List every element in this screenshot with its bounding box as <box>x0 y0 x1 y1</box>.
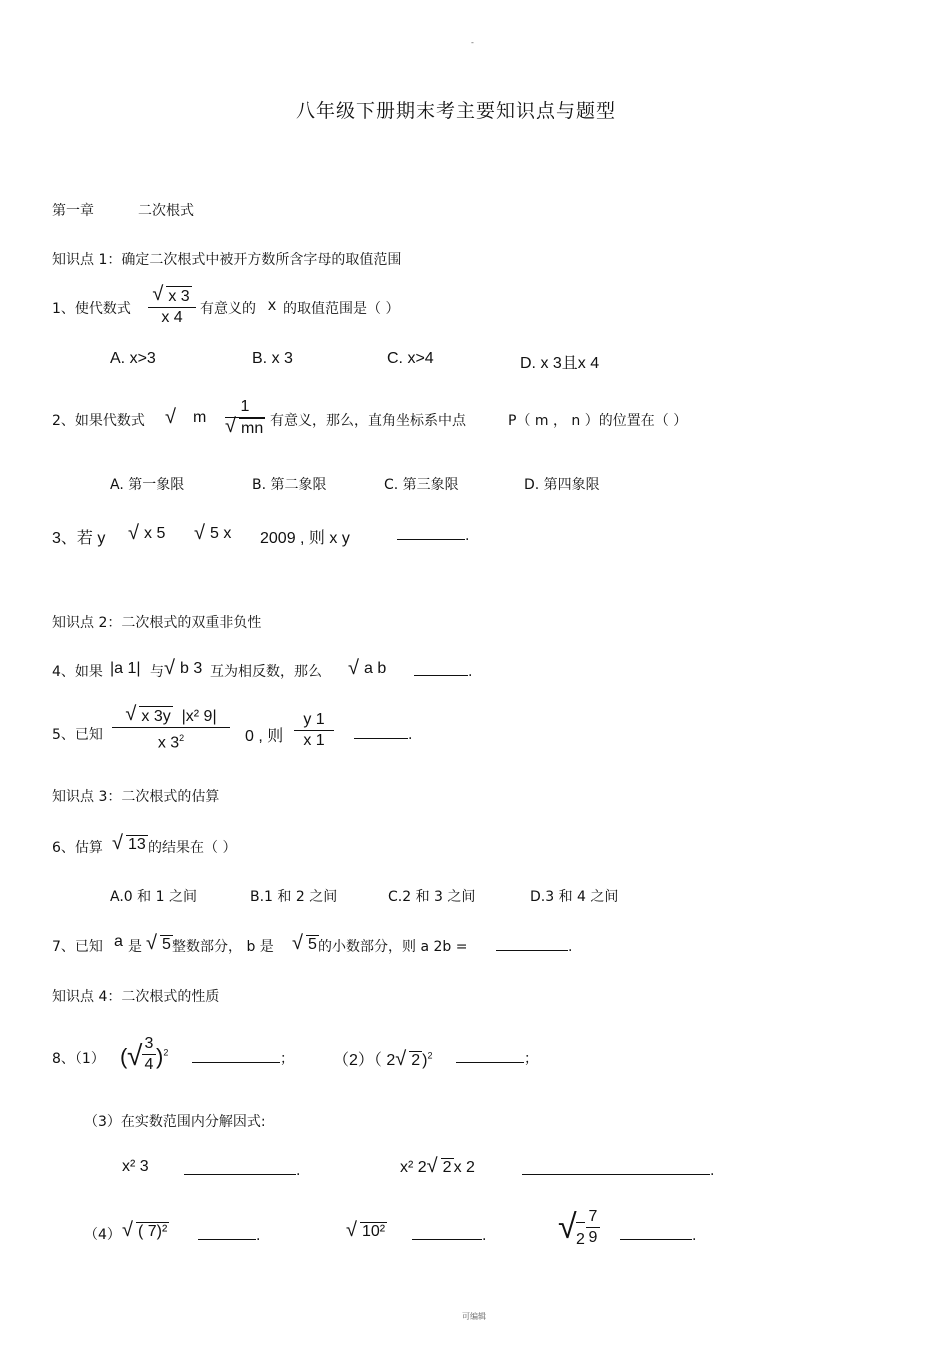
q1-option-b: B. x 3 <box>252 350 293 367</box>
q4-abs: |a 1| <box>110 660 141 677</box>
q6-option-b: B.1 和 2 之间 <box>250 889 338 905</box>
q1-var: x <box>268 297 276 314</box>
q8-factor-2: x² 2 √ 2 x 2 <box>400 1155 475 1177</box>
q3-root-1: √ x 5 <box>128 522 166 544</box>
q7-prefix: 7、已知 <box>52 939 103 955</box>
q7-a: a <box>114 933 123 950</box>
q1-suffix: 的取值范围是（ ） <box>283 301 400 317</box>
q5-fraction: √ x 3y |x² 9| x $3^2$ <box>112 706 230 753</box>
sqrt-icon: √ <box>112 832 123 854</box>
q8-fraction: 3 4 <box>142 1034 156 1075</box>
q8-part-4: （4） <box>84 1227 121 1243</box>
sqrt-icon: √ <box>125 703 137 725</box>
q7-suffix: 的小数部分，则 a 2b = <box>318 939 468 955</box>
sqrt-icon: √ <box>164 657 175 679</box>
header-dot: - <box>471 38 474 47</box>
q8-blank-3[interactable]: . <box>184 1160 300 1179</box>
q8-root-a: √ ( 7)² <box>122 1219 168 1241</box>
q2-option-a: A. 第一象限 <box>110 477 185 493</box>
knowledge-point-4: 知识点 4：二次根式的性质 <box>52 989 220 1005</box>
q6-option-a: A.0 和 1 之间 <box>110 889 197 905</box>
q5-zero: 0 , 则 <box>245 728 284 745</box>
q2-option-b: B. 第二象限 <box>252 477 327 493</box>
q7-root: √ 5 <box>146 932 171 954</box>
q6-option-c: C.2 和 3 之间 <box>388 889 476 905</box>
sqrt-icon: √ <box>146 932 157 954</box>
q8-mixed-int: 2 <box>576 1222 585 1249</box>
q8-part-2: （2）（ 2 √ 2 )$^2$ <box>333 1048 433 1070</box>
chapter-label: 第一章 <box>52 203 94 219</box>
q4-prefix: 4、如果 <box>52 664 103 680</box>
q4-root: √ b 3 <box>164 657 203 679</box>
sqrt-icon: √ <box>165 406 176 428</box>
q2-option-c: C. 第三象限 <box>384 477 459 493</box>
knowledge-point-1: 知识点 1：确定二次根式中被开方数所含字母的取值范围 <box>52 252 402 268</box>
q2-fraction: 1 √ mn <box>225 398 264 437</box>
q7-mid: 整数部分， b 是 <box>172 939 274 955</box>
q3-root-2: √ 5 x <box>194 522 232 544</box>
q8-paren-close: )$^2$ <box>156 1044 169 1069</box>
q3-prefix: 3、若 y <box>52 530 106 547</box>
q8-blank-6[interactable]: . <box>412 1225 486 1244</box>
chapter-name: 二次根式 <box>138 203 194 219</box>
q1-fraction: √ x 3 x 4 <box>148 286 196 328</box>
q8-sqrt-icon: √ <box>127 1040 143 1071</box>
q7-blank[interactable]: . <box>496 936 572 955</box>
q1-option-d: D. x 3且x 4 <box>520 355 600 372</box>
q8-blank-5[interactable]: . <box>198 1225 260 1244</box>
q8-prefix: 8、（1） <box>52 1051 105 1067</box>
q2-point: P（ m ， n ）的位置在（ ） <box>508 413 688 429</box>
q8-blank-4[interactable]: . <box>522 1160 714 1179</box>
q7-is: 是 <box>128 939 142 955</box>
q8-paren-open: ( <box>120 1044 128 1069</box>
sqrt-icon: √ <box>395 1048 407 1070</box>
knowledge-point-3: 知识点 3：二次根式的估算 <box>52 789 220 805</box>
footer-text: 可编辑 <box>462 1312 486 1321</box>
q2-prefix: 2、如果代数式 <box>52 413 145 429</box>
q2-option-d: D. 第四象限 <box>524 477 600 493</box>
q8-mixed-fraction: 7 9 <box>586 1207 600 1248</box>
q6-root: √ 13 <box>112 832 146 854</box>
q5-prefix: 5、已知 <box>52 727 103 743</box>
sqrt-icon: √ <box>426 1155 438 1177</box>
sqrt-icon: √ <box>225 415 236 437</box>
sqrt-icon: √ x 3 <box>152 283 190 305</box>
sqrt-icon: √ <box>292 932 303 954</box>
q2-suffix: 有意义，那么，直角坐标系中点 <box>270 413 466 429</box>
q6-suffix: 的结果在（ ） <box>148 840 237 856</box>
sqrt-icon: √ <box>348 657 359 679</box>
q1-mid: 有意义的 <box>200 301 256 317</box>
q4-blank[interactable]: . <box>414 661 472 680</box>
sqrt-icon: √ <box>128 522 139 544</box>
q5-blank[interactable]: . <box>354 724 412 743</box>
q8-blank-2[interactable]: ； <box>456 1048 538 1068</box>
q8-blank-1[interactable]: ； <box>192 1048 294 1068</box>
q1-prefix: 1、使代数式 <box>52 301 131 317</box>
q6-option-d: D.3 和 4 之间 <box>530 889 619 905</box>
q3-after: 2009 , 则 x y <box>260 530 350 547</box>
q8-part-3: （3）在实数范围内分解因式: <box>84 1114 266 1130</box>
knowledge-point-2: 知识点 2：二次根式的双重非负性 <box>52 615 262 631</box>
q3-blank[interactable]: . <box>397 525 469 544</box>
sqrt-icon: √ <box>122 1219 133 1241</box>
sqrt-icon: √ <box>346 1219 357 1241</box>
q4-mid: 与 <box>150 664 164 680</box>
q8-sqrt-large-icon: √ <box>558 1208 577 1246</box>
q5-answer-fraction: y 1 x 1 <box>294 710 334 751</box>
q1-option-a: A. x>3 <box>110 350 156 367</box>
q4-root-2: √ a b <box>348 657 387 679</box>
page-title: 八年级下册期末考主要知识点与题型 <box>296 100 617 122</box>
q4-suffix: 互为相反数，那么 <box>210 664 322 680</box>
q8-root-b: √ 10² <box>346 1219 386 1241</box>
q1-option-c: C. x>4 <box>387 350 434 367</box>
q2-root: √ m <box>165 406 207 428</box>
q8-factor-1: x² 3 <box>122 1158 149 1175</box>
q7-root-2: √ 5 <box>292 932 317 954</box>
sqrt-icon: √ <box>194 522 205 544</box>
q8-blank-7[interactable]: . <box>620 1225 696 1244</box>
q6-prefix: 6、估算 <box>52 840 103 856</box>
